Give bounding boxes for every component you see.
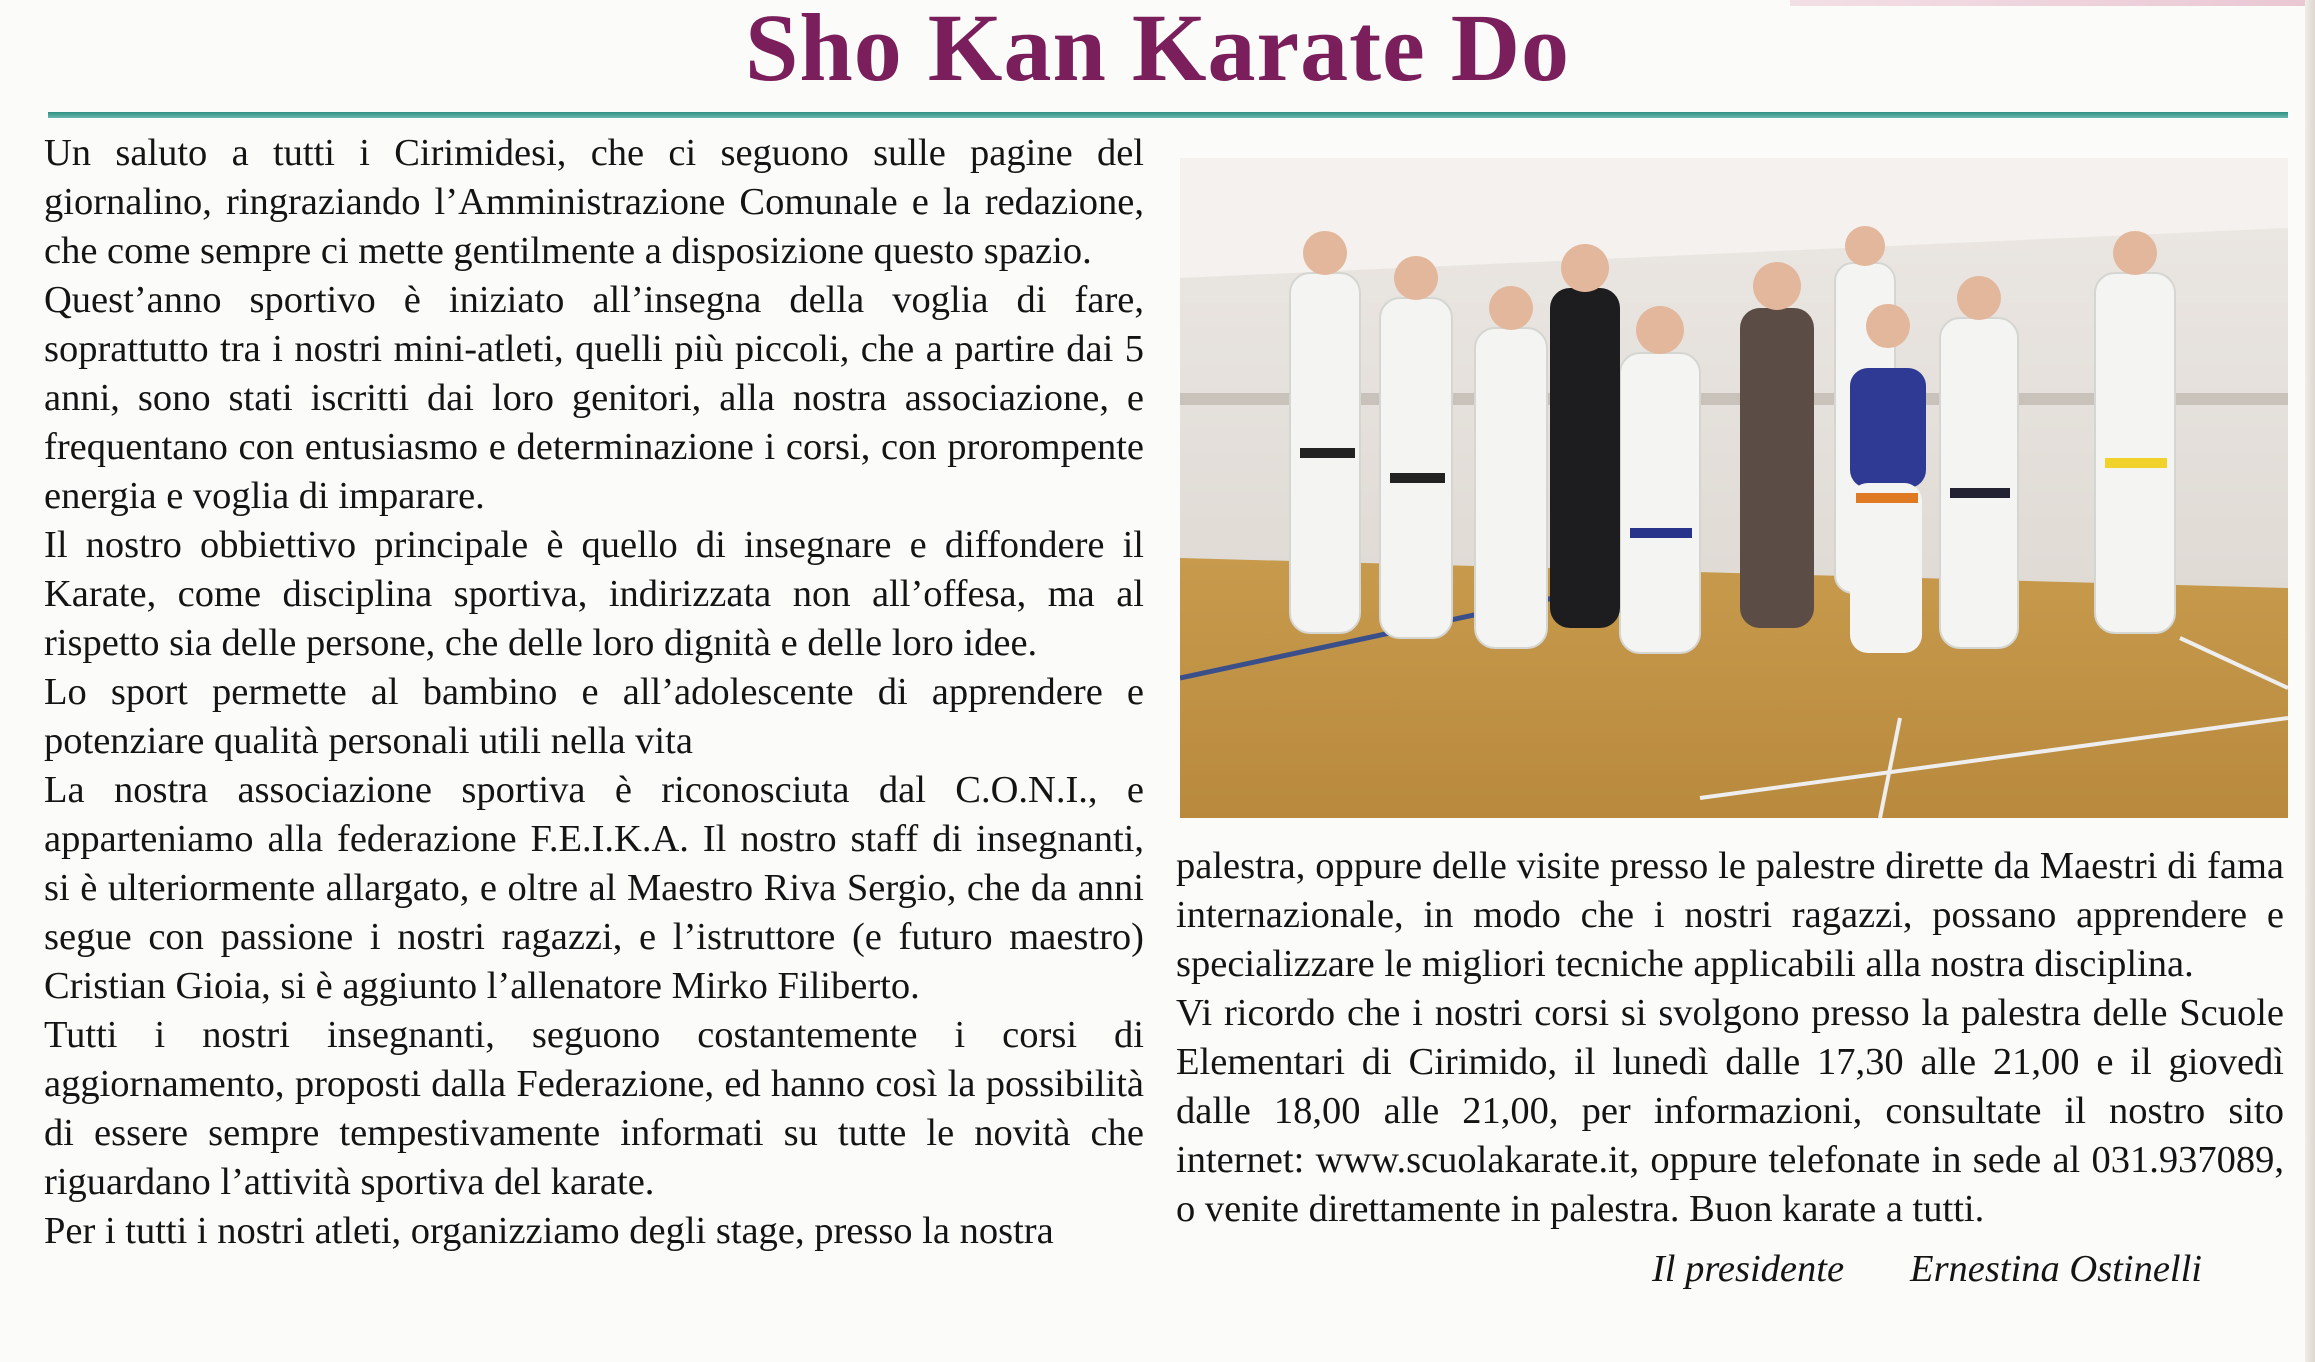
- group-photo-illustration: [1180, 158, 2288, 818]
- paragraph-sport: Lo sport permette al bambino e all’adolescente di apprendere e potenziare qualità personali utili nella vita: [44, 671, 1144, 762]
- page-edge-right: [2305, 0, 2315, 1362]
- signature-role: Il presidente: [1651, 1248, 1845, 1290]
- paragraph-association: La nostra associazione sportiva è riconosciuta dal C.O.N.I., e apparteniamo alla federazione F.E.I.K.A. Il nostro staff di insegnanti, si è ulteriormente allargato, e oltre al Maestro Riva Sergio, che da anni segue con passione i nostri ragazzi, e l’istruttore (e futuro maestro) Cristian Gioia, si è aggiunto l’allenatore Mirko Filiberto.: [44, 769, 1144, 1007]
- paragraph-greeting: Un saluto a tutti i Cirimidesi, che ci seguono sulle pagine del giornalino, ringraziando l’Amministrazione Comunale e la redazione, che come sempre ci mette gentilmente a disposizione questo spazio.: [44, 132, 1144, 272]
- paragraph-courses: Vi ricordo che i nostri corsi si svolgono presso la palestra delle Scuole Elementari di Cirimido, il lunedì dalle 17,30 alle 21,00 e il giovedì dalle 18,00 alle 21,00, per informazioni, consultate il nostro sito internet: www.scuolakarate.it, oppure telefonate in sede al 031.937089, o venite direttamente in palestra. Buon karate a tutti.: [1176, 992, 2284, 1230]
- signature-name: Ernestina Ostinelli: [1910, 1248, 2202, 1290]
- title-divider: [48, 112, 2288, 118]
- paragraph-visits: palestra, oppure delle visite presso le palestre dirette da Maestri di fama internazionale, in modo che i nostri ragazzi, possano apprendere e specializzare le migliori tecniche applicabili alla nostra disciplina.: [1176, 845, 2284, 985]
- article-title: Sho Kan Karate Do: [744, 0, 1571, 101]
- signature: [1180, 1247, 2202, 1291]
- paragraph-teachers: Tutti i nostri insegnanti, seguono costantemente i corsi di aggiornamento, proposti dalla Federazione, ed hanno così la possibilità di essere sempre tempestivamente informati su tutte le novità che riguardano l’attività sportiva del karate.: [44, 1014, 1144, 1203]
- paragraph-season: Quest’anno sportivo è iniziato all’insegna della voglia di fare, soprattutto tra i nostri mini-atleti, quelli più piccoli, che a partire dai 5 anni, sono stati iscritti dai loro genitori, alla nostra associazione, e frequentano con entusiasmo e determinazione i corsi, con prorompente energia e voglia di imparare.: [44, 279, 1144, 517]
- left-column: [44, 129, 1144, 1256]
- paragraph-objective: Il nostro obbiettivo principale è quello di insegnare e diffondere il Karate, come disciplina sportiva, indirizzata non all’offesa, ma al rispetto sia delle persone, che delle loro dignità e delle loro idee.: [44, 524, 1144, 664]
- paragraph-stage: Per i tutti i nostri atleti, organizziamo degli stage, presso la nostra: [44, 1210, 1054, 1252]
- group-photo: [1180, 158, 2288, 818]
- right-column: [1176, 842, 2284, 1234]
